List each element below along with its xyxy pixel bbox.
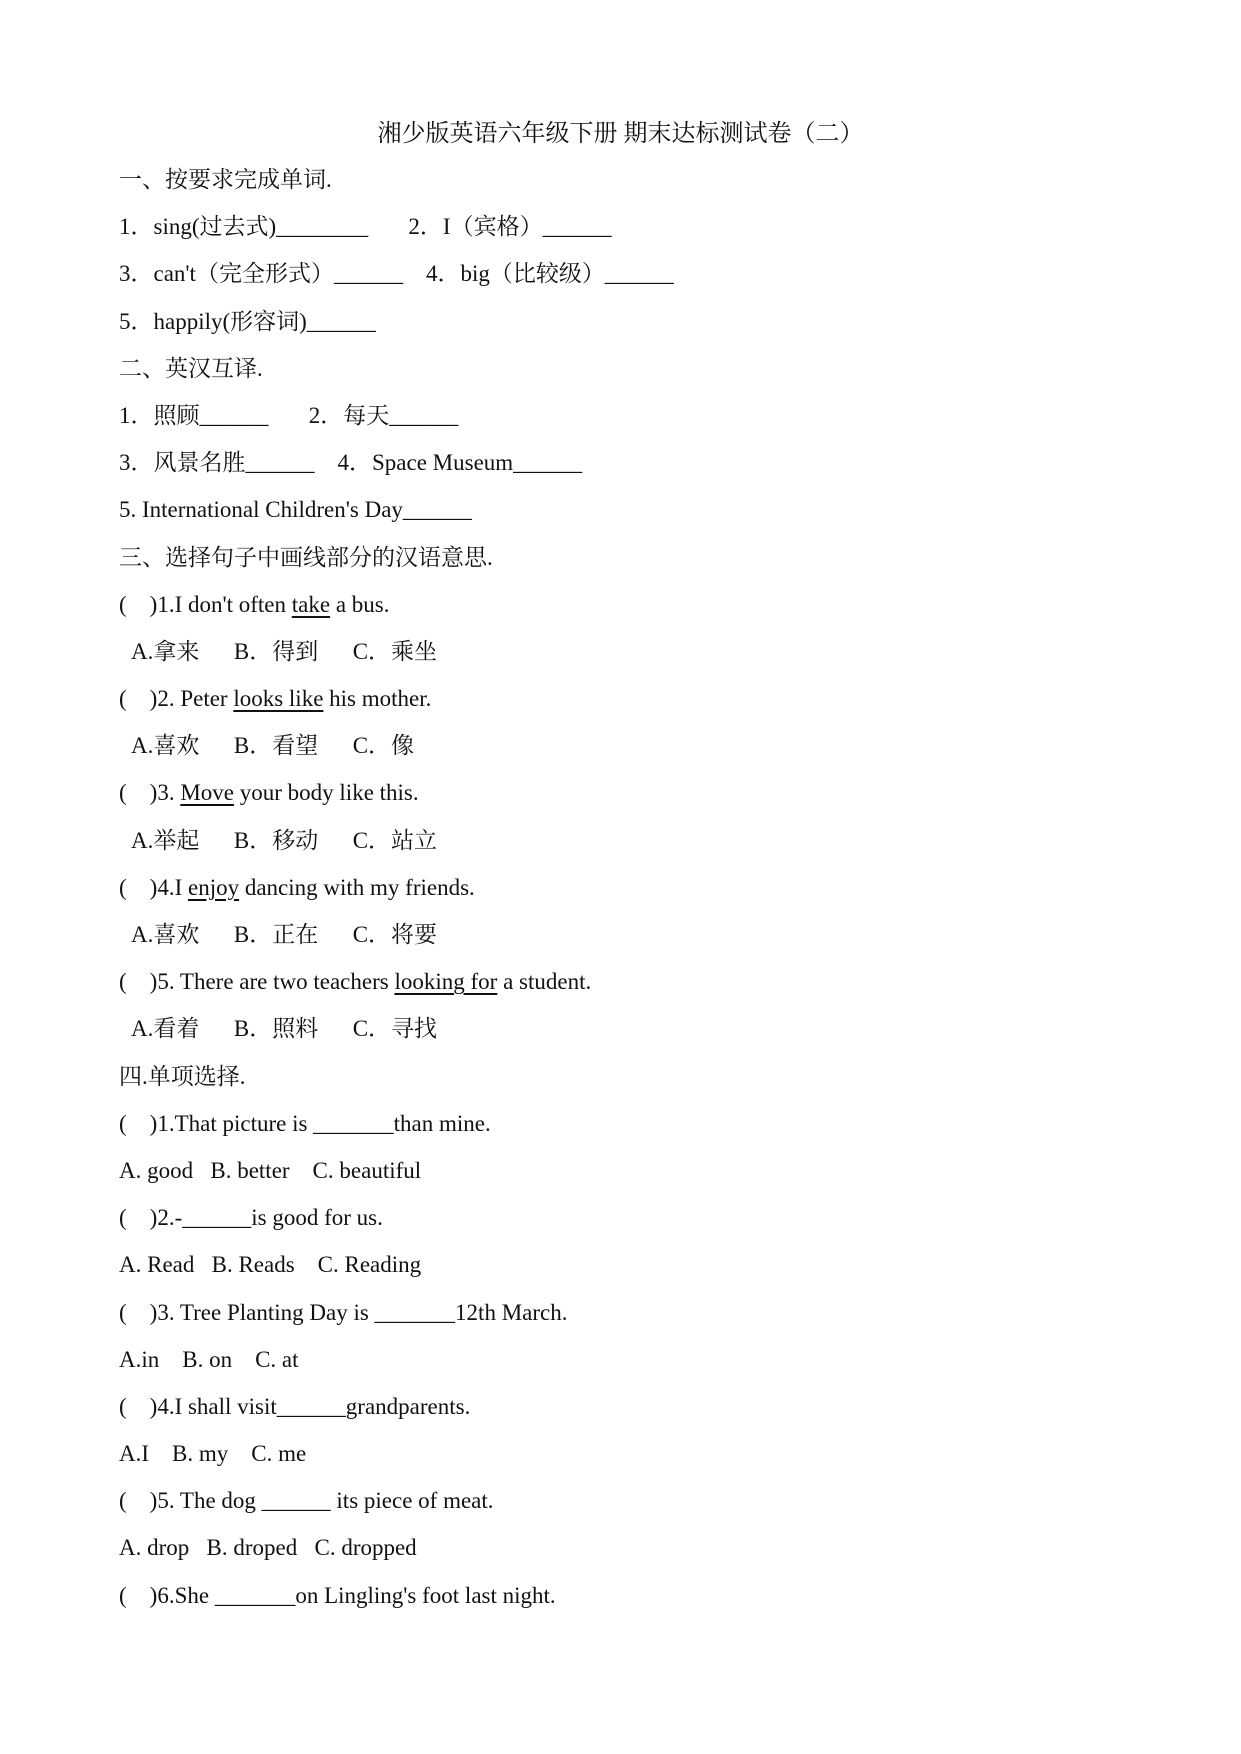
section3-heading: 三、选择句子中画线部分的汉语意思. [119, 544, 493, 570]
stem-text: ( )1.I don't often [119, 591, 292, 617]
section2-heading: 二、英汉互译. [119, 355, 263, 381]
question-options: A. good B. better C. beautiful [119, 1157, 422, 1183]
underlined-phrase: looking for [394, 969, 498, 995]
underlined-phrase: looks like [233, 686, 324, 712]
question-options: A.喜欢 B．正在 C．将要 [131, 922, 438, 947]
section1-line: 3．can't（完全形式）______ 4．big（比较级）______ [119, 261, 674, 287]
stem-text: dancing with my friends. [239, 874, 475, 900]
stem-text: ( )2. Peter [119, 686, 234, 712]
question-stem [119, 777, 1169, 824]
question-stem: ( )5. The dog ______ its piece of meat. [119, 1488, 494, 1514]
stem-text: ( )3. [119, 780, 181, 806]
question-stem: ( )1.That picture is _______than mine. [119, 1110, 491, 1136]
underlined-phrase: enjoy [187, 874, 240, 900]
question-options: A. Read B. Reads C. Reading [119, 1252, 422, 1278]
section1-line: 1．sing(过去式)________ 2．I（宾格）______ [119, 214, 612, 240]
stem-text: a bus. [330, 591, 390, 617]
question-stem [119, 683, 1169, 730]
section1-line: 5．happily(形容词)______ [119, 308, 376, 334]
page-title: 湘少版英语六年级下册 期末达标测试卷（二） [377, 121, 864, 147]
section2-line: 1．照顾______ 2．每天______ [119, 402, 459, 428]
stem-text: your body like this. [234, 780, 419, 806]
question-options: A.in B. on C. at [119, 1346, 299, 1372]
question-stem: ( )6.She _______on Lingling's foot last night. [119, 1582, 556, 1608]
exam-content [119, 164, 1169, 1627]
section4-heading: 四.单项选择. [119, 1063, 246, 1089]
question-stem: ( )3. Tree Planting Day is _______12th March. [119, 1299, 568, 1325]
stem-text: ( )4.I [119, 874, 188, 900]
underlined-phrase: Move [180, 780, 234, 806]
section2-line: 5. International Children's Day______ [119, 497, 472, 523]
stem-text: ( )5. There are two teachers [119, 969, 395, 995]
question-options: A.喜欢 B．看望 C．像 [131, 733, 415, 759]
question-stem [119, 589, 1169, 636]
question-stem: ( )4.I shall visit______grandparents. [119, 1393, 471, 1419]
stem-text: a student. [497, 969, 592, 995]
question-options: A.举起 B．移动 C．站立 [131, 827, 438, 853]
question-options: A.看着 B．照料 C．寻找 [131, 1016, 438, 1042]
question-stem [119, 966, 1169, 1013]
underlined-phrase: take [291, 591, 331, 617]
question-stem: ( )2.-______is good for us. [119, 1205, 383, 1231]
question-options: A.I B. my C. me [119, 1441, 307, 1467]
stem-text: his mother. [323, 686, 432, 712]
question-options: A. drop B. droped C. dropped [119, 1535, 417, 1561]
question-stem [119, 872, 1169, 919]
question-options: A.拿来 B．得到 C．乘坐 [131, 638, 438, 664]
section2-line: 3．风景名胜______ 4．Space Museum______ [119, 450, 583, 476]
section1-heading: 一、按要求完成单词. [119, 167, 332, 192]
